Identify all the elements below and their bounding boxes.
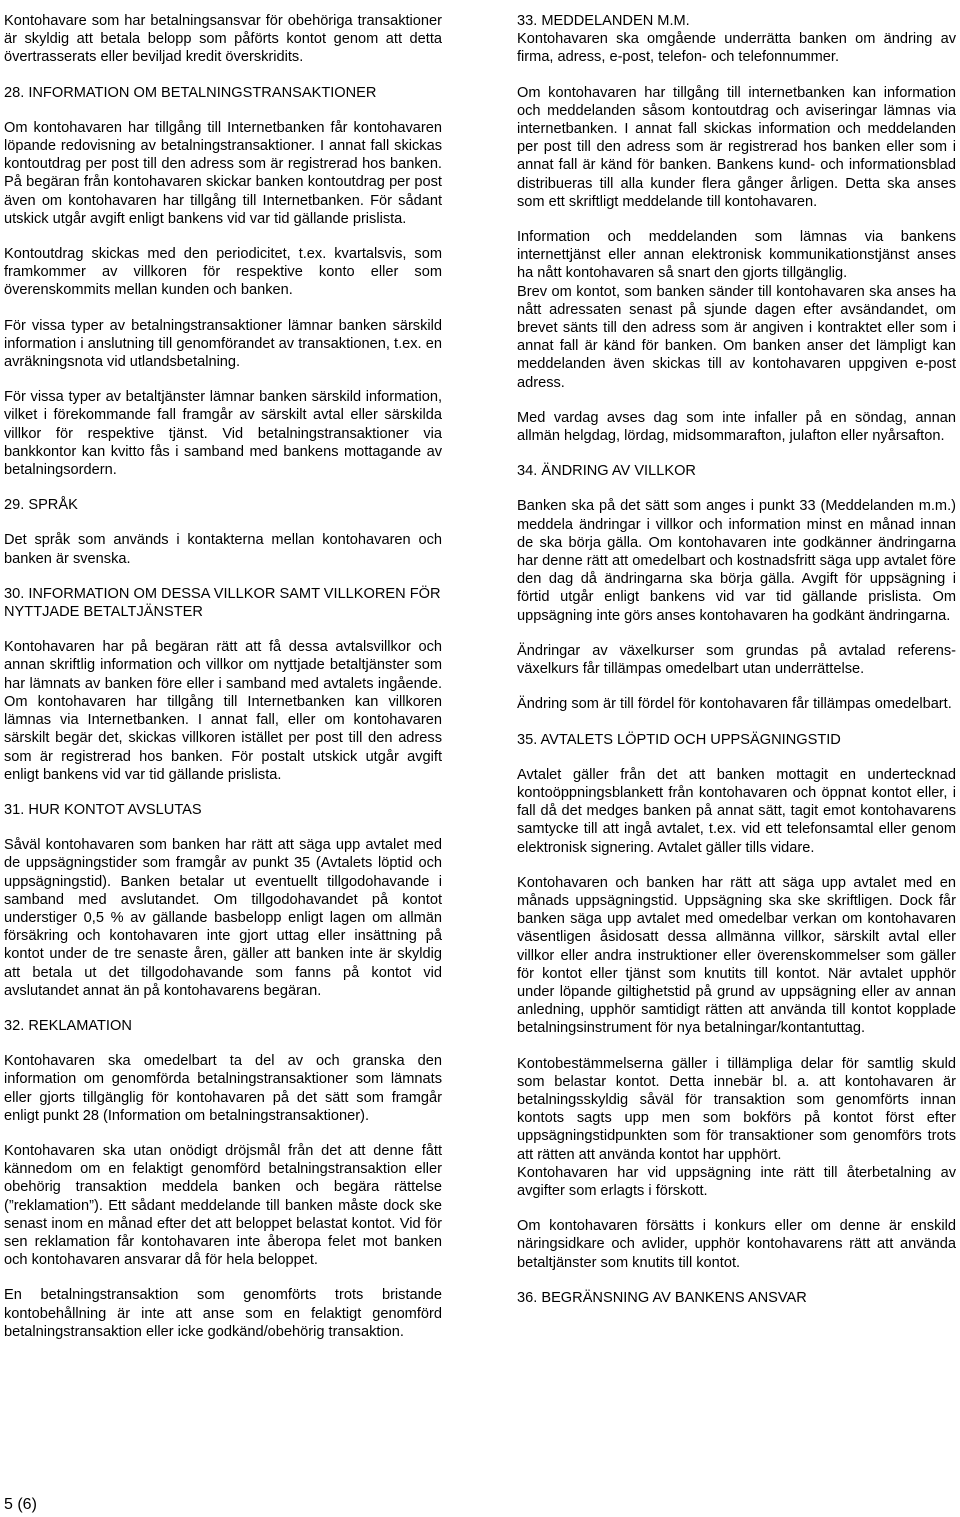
section-33-paragraph-2: Om kontohavaren har tillgång till internetbanken kan information och meddelanden såsom kontoutdrag och aviseringar lämnas via internetbanken. I annat fall skickas information och meddelanden per post till den adress som är registrerad hos banken eller som i annat fall är känd för banken. Bankens kund- och informationsblad distribueras till alla kunder flera gånger årligen. Detta ska anses som ett skriftligt meddelande till kontohavaren. — [517, 84, 956, 210]
section-33-paragraph-3: Information och meddelanden som lämnas via bankens internettjänst eller annan elektronisk kommunikationstjänst anses ha nått kontohavaren så snart den gjorts tillgänglig. — [517, 229, 956, 282]
section-28-paragraph-1: Om kontohavaren har tillgång till Internetbanken får kontohavaren löpande redovisning av betalningstransaktioner. I annat fall skickas kontoutdrag per post till den adress som är registrerad hos banken. På begäran från kontohavaren skickar banken kontoutdrag per post även om kontohavaren har tillgång till Internetbanken. För sådant utskick utgår avgift enligt bankens vid var tid gällande prislista. — [4, 119, 442, 227]
section-35-paragraph-5: Om kontohavaren försätts i konkurs eller om denne är enskild näringsidkare och avlider, upphör kontohavarens rätt att använda betaltjänster som knutits till kontot. — [517, 1218, 956, 1271]
left-column — [4, 12, 442, 1341]
section-33-title: 33. MEDDELANDEN M.M. — [517, 13, 690, 29]
section-33-paragraph-4: Brev om kontot, som banken sänder till kontohavaren ska anses ha nått adressaten senast på sjunde dagen efter avsändandet, om brevet sänts till den adress som är angiven i kontraktet eller som i annat fall är känd för banken. Om banken anser det lämpligt kan meddelanden även skickas till av kontohavaren uppgiven e-post adress. — [517, 283, 956, 391]
section-30-paragraph-1: Kontohavaren har på begäran rätt att få dessa avtalsvillkor och annan skriftlig information och villkor om nyttjade betaltjänster som har lämnats av banken före eller i samband med avtalets ingående. Om kontohavaren har tillgång till Internetbanken kan villkoren lämnas via Internetbanken. I annat fall, eller om kontohavaren särskilt begär det, skickas villkoren istället per post till den adress som är registrerad hos banken. För postalt utskick utgår avgift enligt bankens vid var tid gällande prislista. — [4, 639, 442, 783]
section-29-paragraph-1: Det språk som används i kontakterna mellan kontohavaren och banken är svenska. — [4, 532, 442, 567]
section-33-paragraph-1: Kontohavaren ska omgående underrätta banken om ändring av firma, adress, e-post, telefon- och telefonnummer. — [517, 31, 956, 66]
section-28-paragraph-3: För vissa typer av betalningstransaktioner lämnar banken särskild information i anslutning till genomförandet av transaktionen, t.ex. en avräkningsnota vid utlandsbetalning. — [4, 317, 442, 371]
section-34-title: 34. ÄNDRING AV VILLKOR — [517, 463, 696, 480]
section-35-paragraph-2: Kontohavaren och banken har rätt att säga upp avtalet med en månads uppsägningstid. Uppsägning ska ske skriftligen. Dock får banken säga upp avtalet med omedelbar verkan om kontohavaren väsentligen åsidosatt dessa allmänna villkor, särskilt avtal eller villkor eller andra instruktioner eller överenskommelser som gäller för kontot eller tjänst som knutits till kontot. När avtalet upphör under löpande giltighetstid på grund av uppsägning eller av annan anledning, upphör samtidigt rätten att använda till kontot kopplade betalningsinstrument för nya betalningar/kontantuttag. — [517, 874, 956, 1037]
section-34-paragraph-2: Ändringar av växelkurser som grundas på avtalad referensväxelkurs får tillämpas omedelbart utan underrättelse. — [517, 642, 956, 678]
section-34-paragraph-1: Banken ska på det sätt som anges i punkt 33 (Meddelanden m.m.) meddela ändringar i villkor och information minst en månad innan de ska börja gälla. Om kontohavaren inte godkänner ändringarna har denne rätt att omedelbart och kostnadsfritt säga upp avtalet före den dag då ändringarna ska börja gälla. Avgift för uppsägning i förtid utgår enligt bankens vid var tid gällande prislista. Om uppsägning inte görs anses kontohavaren ha godkänt ändringarna. — [517, 498, 956, 624]
section-31-title: 31. HUR KONTOT AVSLUTAS — [4, 801, 202, 818]
section-28-title: 28. INFORMATION OM BETALNINGSTRANSAKTIONER — [4, 84, 377, 101]
section-30-title: 30. INFORMATION OM DESSA VILLKOR SAMT VILLKOREN FÖR NYTTJADE BETALTJÄNSTER — [4, 585, 441, 621]
section-35-paragraph-1: Avtalet gäller från det att banken mottagit en undertecknad kontoöppningsblankett från kontohavaren och öppnat kontot eller, i fall då det medges banken på annat sätt, tagit emot kontohavarens samtycke till att ingå avtalet, t.ex. vid ett telefonsamtal eller genom elektronisk signering. Avtalet gäller tills vidare. — [517, 766, 956, 856]
section-35-paragraph-3: Kontobestämmelserna gäller i tillämpliga delar för samtlig skuld som belastar kontot. Detta innebär bl. a. att kontohavaren är betalningsskyldig såväl för transaktion som genomförts innan kontots sagts upp men som bokförs på kontot först efter uppsägningstidpunkten som för transaktioner som genomförs trots att rätten att använda kontot har upphört. — [517, 1055, 956, 1163]
section-35-paragraph-4: Kontohavaren har vid uppsägning inte rätt till återbetalning av avgifter som erlagts i förskott. — [517, 1164, 956, 1199]
section-32-title: 32. REKLAMATION — [4, 1017, 132, 1034]
section-34-paragraph-3: Ändring som är till fördel för kontohavaren får tillämpas omedelbart. — [517, 696, 952, 713]
section-35-title: 35. AVTALETS LÖPTID OCH UPPSÄGNINGSTID — [517, 731, 841, 748]
section-36-title: 36. BEGRÄNSNING AV BANKENS ANSVAR — [517, 1289, 807, 1306]
section-32-paragraph-3: En betalningstransaktion som genomförts trots bristande kontobehållning är inte att anse som en felaktigt genomförd betalningstransaktion eller icke godkänd/obehörig transaktion. — [4, 1287, 442, 1340]
section-33-paragraph-5: Med vardag avses dag som inte infaller på en söndag, annan allmän helgdag, lördag, midsommarafton, julafton eller nyårsafton. — [517, 409, 956, 445]
page-number: 5 (6) — [4, 1496, 37, 1513]
section-28-paragraph-2: Kontoutdrag skickas med den periodicitet, t.ex. kvartalsvis, som framkommer av villkoren för respektive konto eller som överenskommits mellan kunden och banken. — [4, 246, 442, 299]
section-28-paragraph-4: För vissa typer av betaltjänster lämnar banken särskild information, vilket i förekommande fall framgår av särskilt avtal eller särskilda villkor för respektive tjänst. Vid betalningstransaktioner via bankkontor kan kvitto fås i samband med bankens mottagande av betalningsordern. — [4, 389, 442, 479]
intro-paragraph: Kontohavare som har betalningsansvar för obehöriga transaktioner är skyldig att betala belopp som påförts kontot genom att detta övertrasserats eller beviljad kredit överskridits. — [4, 13, 442, 66]
right-column — [517, 12, 956, 1324]
section-31-paragraph-1: Såväl kontohavaren som banken har rätt att säga upp avtalet med de uppsägningstider som framgår av punkt 35 (Avtalets löptid och uppsägningstid). Banken betalar ut eventuellt tillgodohavande i samband med avslutandet. Om tillgodohavandet på kontot understiger 0,5 % av gällande basbelopp enligt lagen om allmän försäkring och kontohavaren inte gjort uttag eller insättning på kontot under de tre senaste åren, gäller att banken inte är skyldig att betala ut det tillgodohavande som fanns på kontot vid avslutandet annat än på kontohavarens begäran. — [4, 837, 442, 999]
section-29-title: 29. SPRÅK — [4, 497, 78, 514]
section-32-paragraph-1: Kontohavaren ska omedelbart ta del av och granska den information om genomförda betalningstransaktioner som lämnats eller gjorts tillgänglig för kontohavaren på det sätt som framgår enligt punkt 28 (Information om betalningstransaktioner). — [4, 1053, 442, 1124]
section-32-paragraph-2: Kontohavaren ska utan onödigt dröjsmål från det att denne fått kännedom om en felaktigt genomförd betalningstransaktion eller obehörig transaktion meddela banken och begära rättelse (”reklamation”). Ett sådant meddelande till banken måste dock ske senast inom en månad efter det att beloppet belastat kontot. Vid för sen reklamation får kontohavaren inte åberopa felet mot banken och kontohavaren ansvarar då för hela beloppet. — [4, 1142, 442, 1269]
